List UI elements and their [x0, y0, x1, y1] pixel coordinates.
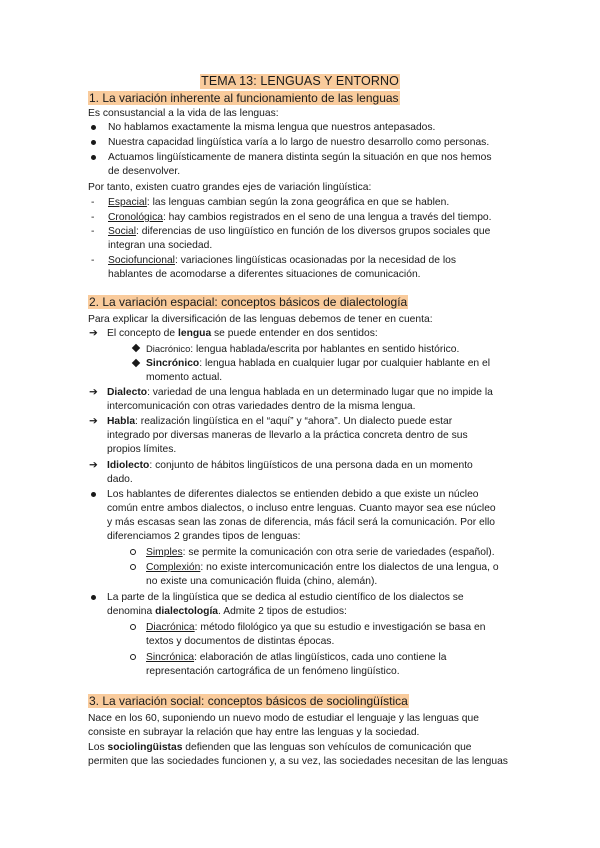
s2-sincronico-desc: : lengua hablada en cualquier lugar por cualquier hablante en el: [199, 358, 491, 369]
s2-hablantes-2: común entre ambos dialectos, o incluso entre lenguas. Cuanto mayor sea ese núcleo: [107, 503, 496, 514]
page-title: TEMA 13: LENGUAS Y ENTORNO: [201, 74, 399, 88]
s2-habla-cont-1: integrado por diversas maneras de llevarlo a la práctica concreta dentro de sus: [107, 430, 468, 441]
s2-sincronica-desc: : elaboración de atlas lingüísticos, cada uno contiene la: [194, 652, 447, 663]
bullet-dot-icon: [91, 136, 96, 149]
circle-bullet-icon: [130, 651, 136, 664]
s2-sincronica: [146, 651, 447, 664]
s3-para-1b: consiste en subrayar la relación que hay entre las lenguas y la sociedad.: [88, 727, 420, 738]
s2-dialecto-term: Dialecto: [107, 387, 148, 398]
axis-espacial: [108, 196, 449, 209]
s2-diacronica: [146, 621, 485, 634]
s2-parte-pre: denomina: [107, 606, 156, 617]
axis-espacial-term: Espacial: [108, 197, 147, 208]
s3-para-2a: [88, 741, 472, 754]
dash-marker: -: [91, 212, 95, 223]
s2-idiolecto-term: Idiolecto: [107, 460, 150, 471]
arrow-icon: ➔: [89, 328, 98, 339]
circle-bullet-icon: [130, 546, 136, 559]
s3-para-2-pre: Los: [88, 742, 108, 753]
axis-espacial-desc: : las lenguas cambian según la zona geográfica en que se hablen.: [146, 197, 450, 208]
section-3-heading: 3. La variación social: conceptos básicos de sociolingüística: [89, 694, 408, 708]
s2-hablantes-1: Los hablantes de diferentes dialectos se entienden debido a que existe un núcleo: [107, 489, 479, 500]
s2-diacronico-desc: : lengua hablada/escrita por hablantes en sentido histórico.: [190, 344, 460, 355]
bullet-dot-icon: [91, 488, 96, 501]
s2-dialecto: [107, 386, 493, 399]
s2-dialecto-desc: : variedad de una lengua hablada en un determinado lugar que no impide la: [147, 387, 493, 398]
s3-para-2b: permiten que las sociedades funcionen y, a su vez, las sociedades necesitan de las lenguas: [88, 756, 508, 767]
diamond-bullet-icon: [133, 342, 139, 355]
s2-idiolecto-cont: dado.: [107, 474, 133, 485]
s2-diacronico-term: Diacrónico: [146, 343, 191, 354]
s3-para-2-term: sociolingüistas: [107, 742, 183, 753]
axis-social: [108, 225, 490, 238]
axis-social-term: Social: [108, 226, 137, 237]
dash-marker: -: [91, 226, 95, 237]
s2-simples: [146, 546, 495, 559]
s1-bullet-2: Nuestra capacidad lingüística varía a lo largo de nuestro desarrollo como personas.: [108, 137, 490, 148]
s2-simples-term: Simples: [146, 547, 183, 558]
axis-cronologica-term: Cronológica: [108, 212, 163, 223]
title-container: [0, 72, 600, 90]
s2-hablantes-3: y más escasas sean las zonas de diferencia, más fácil será la comunicación. Por ello: [107, 517, 496, 528]
axis-sociofuncional-term: Sociofuncional: [108, 255, 175, 266]
s2-lengua-pre: El concepto de: [107, 328, 178, 339]
dash-marker: -: [91, 255, 95, 266]
s2-parte-post: . Admite 2 tipos de estudios:: [218, 606, 347, 617]
s2-sincronico-cont: momento actual.: [146, 372, 223, 383]
axis-cronologica: [108, 211, 492, 224]
s2-lengua-term: lengua: [177, 328, 212, 339]
dash-marker: -: [91, 197, 95, 208]
axis-sociofuncional-desc: : variaciones lingüísticas ocasionadas por la necesidad de los: [174, 255, 457, 266]
axis-sociofuncional: [108, 254, 456, 267]
s2-idiolecto-desc: : conjunto de hábitos lingüísticos de una persona dada en un momento: [149, 460, 473, 471]
bullet-dot-icon: [91, 151, 96, 164]
axis-social-desc: : diferencias de uso lingüístico en función de los diversos grupos sociales que: [136, 226, 491, 237]
s2-simples-desc: : se permite la comunicación con otra serie de variedades (español).: [182, 547, 495, 558]
s2-parte-2: [107, 605, 347, 618]
s2-sincronica-term: Sincrónica: [146, 652, 195, 663]
s2-complexion-term: Complexión: [146, 562, 201, 573]
section-2-heading: 2. La variación espacial: conceptos básicos de dialectología: [89, 295, 408, 309]
s2-sincronico: [146, 357, 490, 370]
s2-hablantes-4: diferenciamos 2 grandes tipos de lenguas:: [107, 531, 301, 542]
section-1-heading: 1. La variación inherente al funcionamiento de las lenguas: [89, 91, 399, 105]
axis-social-cont: integran una sociedad.: [108, 240, 213, 251]
s2-habla-term: Habla: [107, 416, 136, 427]
s2-diacronica-cont: textos y documentos de distintas épocas.: [146, 636, 335, 647]
arrow-icon: ➔: [89, 460, 98, 471]
s2-parte-1: La parte de la lingüística que se dedica al estudio científico de los dialectos se: [107, 592, 464, 603]
s2-dialecto-cont: intercomunicación con otras variedades dentro de la misma lengua.: [107, 401, 416, 412]
s3-para-1a: Nace en los 60, suponiendo un nuevo modo de estudiar el lenguaje y las lenguas que: [88, 713, 479, 724]
circle-bullet-icon: [130, 561, 136, 574]
s1-bullet-3a: Actuamos lingüísticamente de manera distinta según la situación en que nos hemos: [108, 152, 492, 163]
axis-cronologica-desc: : hay cambios registrados en el seno de una lengua a través del tiempo.: [162, 212, 492, 223]
bullet-dot-icon: [91, 591, 96, 604]
s2-diacronica-term: Diacrónica: [146, 622, 195, 633]
s1-axes-intro: Por tanto, existen cuatro grandes ejes de variación lingüística:: [88, 182, 372, 193]
s2-sincronica-cont: representación cartográfica de un fenómeno lingüístico.: [146, 666, 400, 677]
s2-diacronico: [146, 342, 459, 356]
bullet-dot-icon: [91, 121, 96, 134]
s2-diacronica-desc: : método filológico ya que su estudio e investigación se basa en: [194, 622, 486, 633]
s2-complexion-desc: : no existe intercomunicación entre los dialectos de una lengua, o: [200, 562, 499, 573]
axis-sociofuncional-cont: hablantes de acomodarse a diferentes situaciones de comunicación.: [108, 269, 421, 280]
s2-lengua: [107, 327, 378, 340]
s2-lengua-post: se puede entender en dos sentidos:: [211, 328, 378, 339]
s2-complexion-cont: no existe una comunicación fluida (chino, alemán).: [146, 576, 378, 587]
s2-habla-desc: : realización lingüística en el “aquí” y “ahora”. Un dialecto puede estar: [135, 416, 453, 427]
s1-bullet-3b: de desenvolver.: [108, 166, 181, 177]
diamond-bullet-icon: [133, 357, 139, 370]
s2-habla: [107, 415, 452, 428]
s2-idiolecto: [107, 459, 473, 472]
s1-bullet-1: No hablamos exactamente la misma lengua que nuestros antepasados.: [108, 122, 436, 133]
circle-bullet-icon: [130, 621, 136, 634]
s2-sincronico-term: Sincrónico: [146, 358, 200, 369]
s2-parte-term: dialectología: [155, 606, 219, 617]
s2-habla-cont-2: propios límites.: [107, 444, 177, 455]
s2-intro: Para explicar la diversificación de las lenguas debemos de tener en cuenta:: [88, 314, 433, 325]
s3-para-2-post: defienden que las lenguas son vehículos de comunicación que: [182, 742, 472, 753]
arrow-icon: ➔: [89, 387, 98, 398]
s1-intro: Es consustancial a la vida de las lenguas:: [88, 108, 279, 119]
arrow-icon: ➔: [89, 416, 98, 427]
s2-complexion: [146, 561, 499, 574]
